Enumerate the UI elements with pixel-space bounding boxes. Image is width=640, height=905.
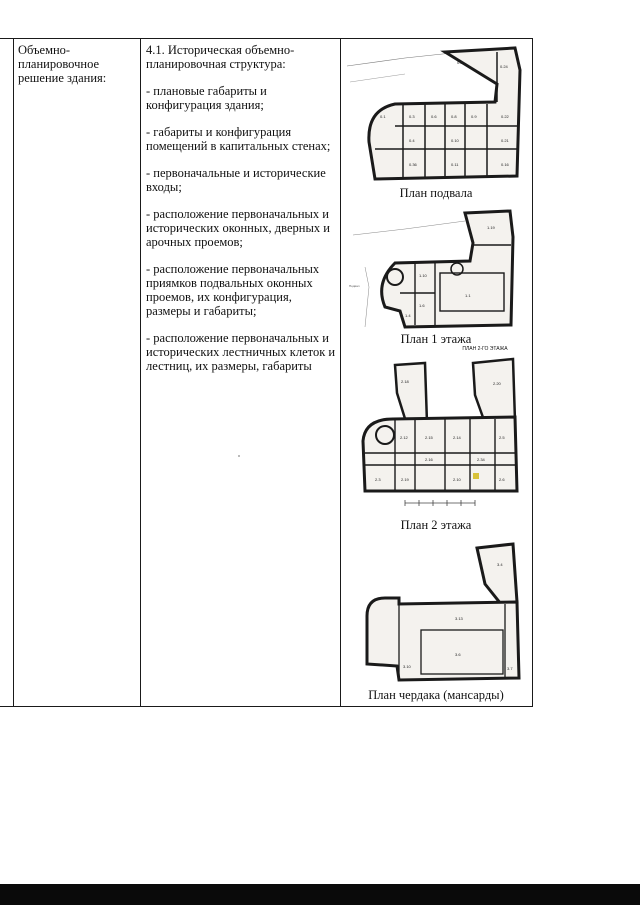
table-left-border bbox=[13, 38, 14, 707]
content-item: - расположение первоначальных и исторических лестничных клеток и лестниц, их размеры, габариты bbox=[146, 331, 336, 373]
first-floor-plan bbox=[345, 207, 527, 329]
content-item: - расположение первоначальных и исторических оконных, дверных и арочных проемов; bbox=[146, 207, 330, 249]
svg-text:3.4: 3.4 bbox=[497, 562, 503, 567]
svg-text:2.10: 2.10 bbox=[453, 477, 461, 482]
scan-border bbox=[0, 884, 640, 905]
svg-text:1.1: 1.1 bbox=[465, 293, 471, 298]
table-top-border bbox=[0, 38, 533, 39]
second-floor-plan bbox=[345, 353, 527, 515]
svg-text:0.21: 0.21 bbox=[501, 138, 509, 143]
svg-text:Подвал: Подвал bbox=[349, 284, 360, 288]
svg-text:0.10: 0.10 bbox=[451, 138, 459, 143]
content-item: - расположение первоначальных приямков подвальных оконных проемов, их конфигурация, размеры и габариты; bbox=[146, 262, 320, 318]
svg-text:0.3: 0.3 bbox=[409, 114, 415, 119]
svg-text:2.6: 2.6 bbox=[499, 477, 505, 482]
content-heading: 4.1. Историческая объемно-планировочная структура: bbox=[146, 43, 295, 71]
svg-text:1.4: 1.4 bbox=[405, 313, 411, 318]
svg-text:2.20: 2.20 bbox=[493, 381, 501, 386]
plan-caption: План 1 этажа bbox=[400, 332, 472, 346]
column-divider-1 bbox=[140, 38, 141, 707]
section-title: Объемно-планировочное решение здания: bbox=[18, 43, 107, 85]
plan-caption: План подвала bbox=[399, 186, 473, 200]
scan-speck bbox=[238, 455, 240, 457]
plan-caption: План 2 этажа bbox=[400, 518, 472, 532]
table-right-border bbox=[532, 38, 533, 707]
svg-text:3.7: 3.7 bbox=[507, 666, 513, 671]
svg-text:3.13: 3.13 bbox=[455, 616, 463, 621]
svg-text:0.11: 0.11 bbox=[451, 162, 459, 167]
svg-text:2.18: 2.18 bbox=[401, 379, 409, 384]
svg-text:2.5: 2.5 bbox=[499, 435, 505, 440]
svg-text:3.10: 3.10 bbox=[403, 664, 411, 669]
svg-text:1.6: 1.6 bbox=[419, 303, 425, 308]
content-item: - плановые габариты и конфигурация здания; bbox=[146, 84, 267, 112]
svg-text:1.19: 1.19 bbox=[487, 225, 495, 230]
content-item: - первоначальные и исторические входы; bbox=[146, 166, 326, 194]
column-divider-2 bbox=[340, 38, 341, 707]
svg-text:0.6: 0.6 bbox=[431, 114, 437, 119]
table-bottom-border bbox=[0, 706, 533, 707]
svg-text:2.15: 2.15 bbox=[425, 435, 433, 440]
svg-text:0.22: 0.22 bbox=[501, 114, 509, 119]
svg-text:3.6: 3.6 bbox=[455, 652, 461, 657]
content-item: - габариты и конфигурация помещений в капитальных стенах; bbox=[146, 125, 331, 153]
svg-text:0.9: 0.9 bbox=[471, 114, 477, 119]
plan-caption: План чердака (мансарды) bbox=[368, 688, 504, 702]
svg-text:0.36: 0.36 bbox=[409, 162, 417, 167]
svg-text:1.10: 1.10 bbox=[419, 273, 427, 278]
svg-text:2.14: 2.14 bbox=[453, 435, 461, 440]
content-cell bbox=[146, 43, 336, 386]
svg-text:2.3: 2.3 bbox=[375, 477, 381, 482]
attic-floor-plan bbox=[345, 540, 527, 686]
plan-header: ПЛАН 2-ГО ЭТАЖА bbox=[462, 346, 508, 352]
svg-text:0.1: 0.1 bbox=[380, 114, 386, 119]
svg-text:0.16: 0.16 bbox=[501, 162, 509, 167]
svg-text:2.16: 2.16 bbox=[425, 457, 433, 462]
svg-text:0.8: 0.8 bbox=[451, 114, 457, 119]
svg-text:2.34: 2.34 bbox=[477, 457, 485, 462]
svg-text:0.24: 0.24 bbox=[500, 64, 508, 69]
svg-text:2.12: 2.12 bbox=[400, 435, 408, 440]
svg-text:2.19: 2.19 bbox=[401, 477, 409, 482]
basement-floor-plan bbox=[345, 44, 527, 184]
svg-text:0.2: 0.2 bbox=[457, 60, 463, 65]
svg-text:0.4: 0.4 bbox=[409, 138, 415, 143]
